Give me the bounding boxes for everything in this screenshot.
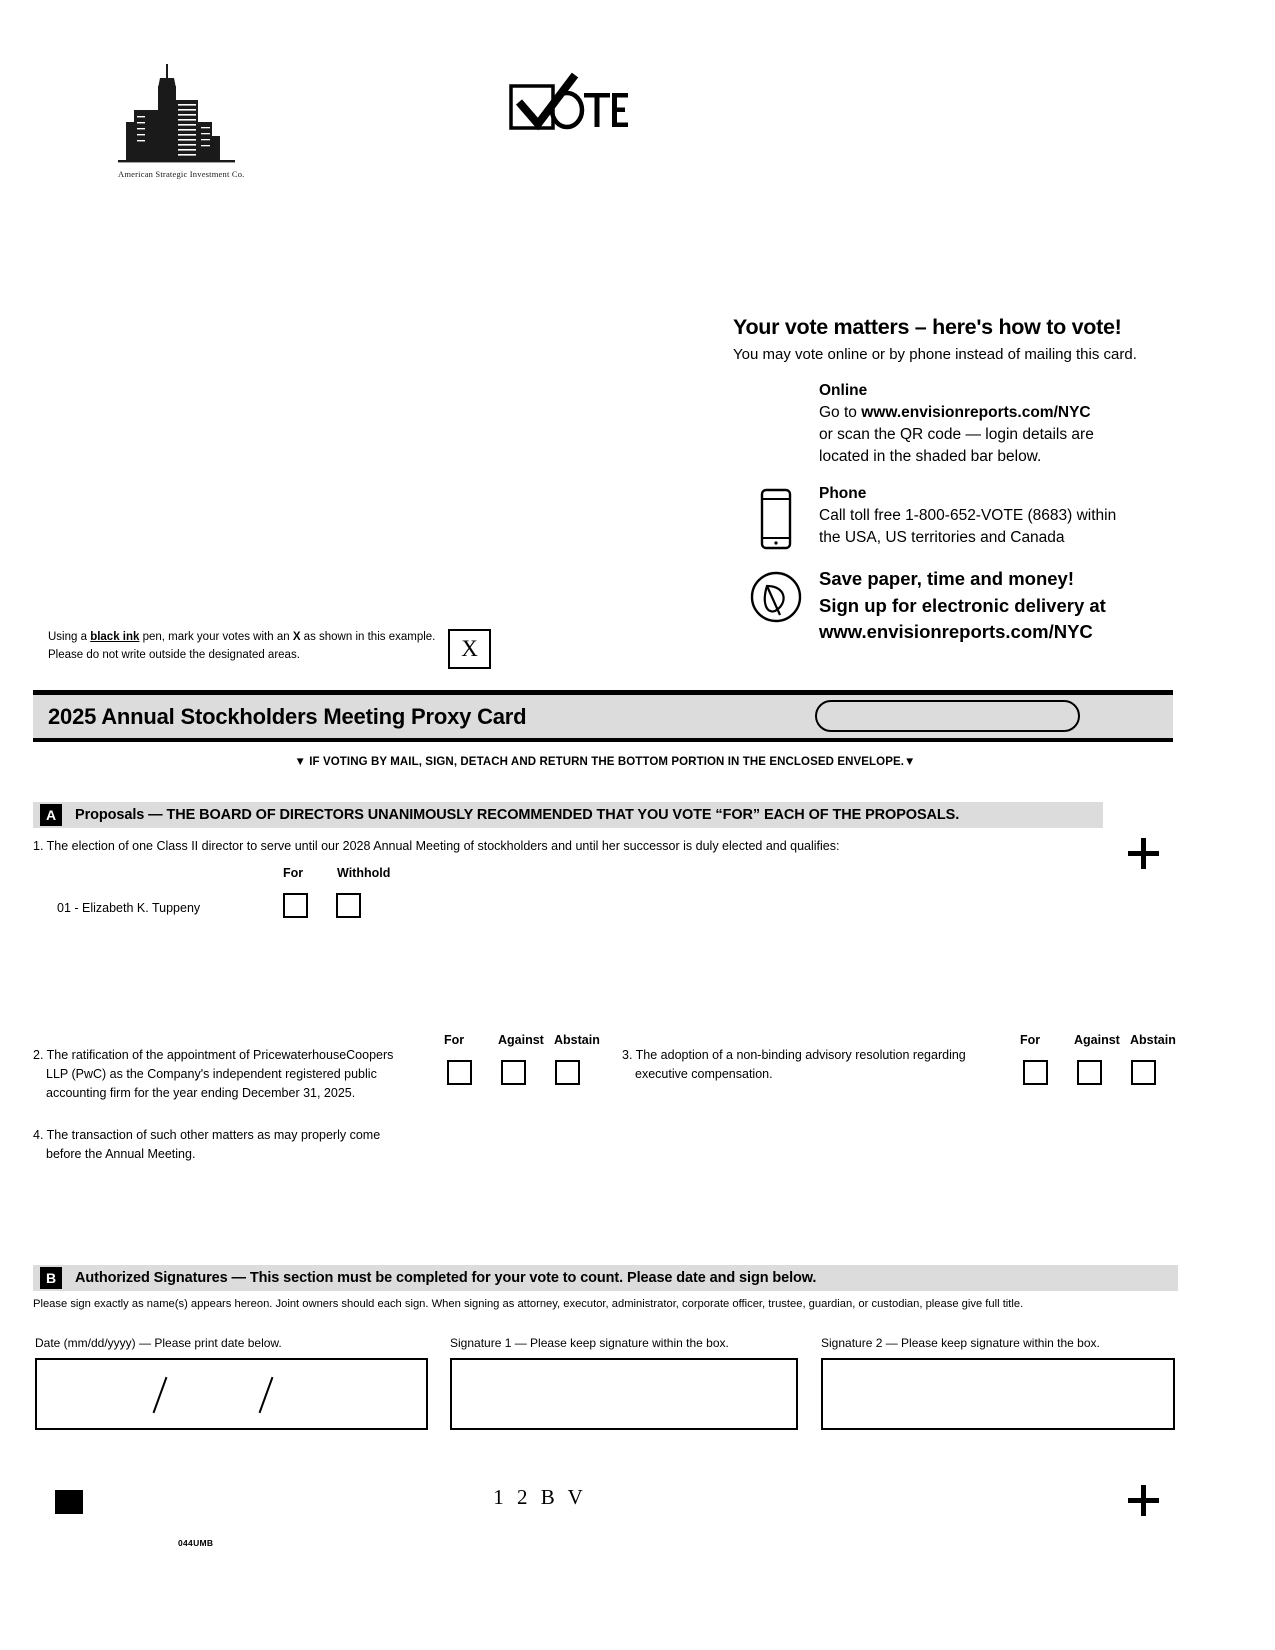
proposal-2-abstain-checkbox[interactable] xyxy=(555,1060,580,1085)
company-logo xyxy=(118,60,243,180)
vote-matters-subtitle: You may vote online or by phone instead of mailing this card. xyxy=(733,346,1137,364)
section-a-header xyxy=(33,802,1103,828)
proposal-2-against-label: Against xyxy=(498,1033,544,1047)
proposal-2-abstain-label: Abstain xyxy=(554,1033,600,1047)
proposal-3-line-2: executive compensation. xyxy=(635,1066,773,1081)
section-a-title: Proposals — THE BOARD OF DIRECTORS UNANIMOUSLY RECOMMENDED THAT YOU VOTE “FOR” EACH OF THE PROPOSALS. xyxy=(75,807,960,823)
registration-plus-mark-top xyxy=(1128,838,1159,869)
footer-barcode-text: 1 2 B V xyxy=(493,1485,587,1509)
proposal-2-against-checkbox[interactable] xyxy=(501,1060,526,1085)
vote-logo xyxy=(505,70,630,140)
date-field-label: Date (mm/dd/yyyy) — Please print date below. xyxy=(35,1336,282,1350)
online-voting-row xyxy=(733,381,1183,468)
registration-square-mark xyxy=(55,1490,83,1514)
date-slash-2 xyxy=(259,1377,274,1413)
form-number: 044UMB xyxy=(178,1538,214,1548)
page-title: 2025 Annual Stockholders Meeting Proxy Card xyxy=(48,703,527,729)
phone-number-line: Call toll free 1-800-652-VOTE (8683) within xyxy=(819,506,1117,524)
proposal-1-text: 1. The election of one Class II director to serve until our 2028 Annual Meeting of stockholders and until her successor is duly elected and qualifies: xyxy=(33,839,840,853)
phone-voting-row xyxy=(733,484,1183,550)
ink-text-a: Using a xyxy=(48,631,91,643)
date-input-box[interactable] xyxy=(35,1358,428,1430)
date-slash-1 xyxy=(153,1377,168,1413)
leaf-icon-slot xyxy=(733,566,819,624)
phone-heading: Phone xyxy=(819,484,867,502)
proposal-2-checkboxes xyxy=(447,1060,580,1085)
online-goto-label: Go to xyxy=(819,403,862,421)
control-number-field[interactable] xyxy=(815,700,1080,732)
signup-line: Sign up for electronic delivery at xyxy=(819,594,1106,616)
proposal-3-for-label: For xyxy=(1020,1033,1041,1047)
online-url-line xyxy=(819,402,1183,424)
proposal-3-line-1: 3. The adoption of a non-binding advisory resolution regarding xyxy=(622,1048,966,1062)
mobile-phone-icon xyxy=(760,488,792,550)
title-bottom-rule xyxy=(33,738,1173,742)
x-mark-emphasis: X xyxy=(292,631,301,643)
example-mark-box xyxy=(448,629,491,669)
proposal-1-checkboxes xyxy=(283,893,361,918)
online-qr-line: or scan the QR code — login details are xyxy=(819,425,1094,443)
leaf-circle-icon xyxy=(749,570,803,624)
signature-1-label: Signature 1 — Please keep signature within the box. xyxy=(450,1336,729,1350)
online-icon-slot xyxy=(733,381,819,385)
black-ink-emphasis: black ink xyxy=(90,631,140,643)
marking-instructions xyxy=(48,629,448,665)
city-skyline-icon xyxy=(118,60,243,168)
signature-instructions: Please sign exactly as name(s) appears hereon. Joint owners should each sign. When signing as attorney, executor, administrator, corporate officer, trustee, guardian, or custodian, please give full title. xyxy=(33,1298,1024,1310)
proposal-2-for-checkbox[interactable] xyxy=(447,1060,472,1085)
online-heading: Online xyxy=(819,381,868,399)
phone-region-line: the USA, US territories and Canada xyxy=(819,528,1065,546)
marking-instruction-line-2: Please do not write outside the designated areas. xyxy=(48,648,300,661)
proposal-1-column-headers xyxy=(283,866,390,880)
proposal-4-text xyxy=(33,1126,433,1164)
section-b-title: Authorized Signatures — This section must be completed for your vote to count. Please date and sign below. xyxy=(75,1270,817,1286)
online-shaded-bar-line: located in the shaded bar below. xyxy=(819,447,1042,465)
ink-text-c: as shown in this example. xyxy=(300,631,436,643)
signature-2-label: Signature 2 — Please keep signature within the box. xyxy=(821,1336,1100,1350)
section-b-badge: B xyxy=(40,1267,62,1289)
proposal-2-line-1: 2. The ratification of the appointment of PricewaterhouseCoopers xyxy=(33,1048,394,1062)
registration-plus-mark-bottom xyxy=(1128,1485,1159,1516)
proposal-3-against-label: Against xyxy=(1074,1033,1120,1047)
proposal-1-withhold-label: Withhold xyxy=(337,866,391,880)
proposal-1-for-label: For xyxy=(283,866,304,880)
proposal-2-text xyxy=(33,1046,428,1102)
example-x-mark: X xyxy=(461,636,478,661)
signature-2-input-box[interactable] xyxy=(821,1358,1175,1430)
signature-1-input-box[interactable] xyxy=(450,1358,798,1430)
save-paper-line: Save paper, time and money! xyxy=(819,567,1074,589)
proposal-2-line-2: LLP (PwC) as the Company's independent registered public xyxy=(46,1066,377,1081)
electronic-delivery-row xyxy=(733,566,1183,646)
proposal-3-abstain-label: Abstain xyxy=(1130,1033,1176,1047)
proposal-2-for-label: For xyxy=(444,1033,465,1047)
detach-instruction: ▼ IF VOTING BY MAIL, SIGN, DETACH AND RETURN THE BOTTOM PORTION IN THE ENCLOSED ENVELOPE.▼ xyxy=(294,756,916,768)
proposal-4-line-2: before the Annual Meeting. xyxy=(46,1146,196,1161)
company-name: American Strategic Investment Co. xyxy=(118,169,245,179)
proposal-3-abstain-checkbox[interactable] xyxy=(1131,1060,1156,1085)
proposal-1-withhold-checkbox[interactable] xyxy=(336,893,361,918)
proposal-1-for-checkbox[interactable] xyxy=(283,893,308,918)
proposal-1-nominee: 01 - Elizabeth K. Tuppeny xyxy=(57,901,201,915)
proposal-3-text xyxy=(622,1046,992,1084)
proposal-2-line-3: accounting firm for the year ending December 31, 2025. xyxy=(46,1085,356,1100)
proposal-2-column-headers xyxy=(444,1033,600,1047)
vote-matters-panel xyxy=(733,315,1183,646)
section-a-badge: A xyxy=(40,804,62,826)
proposal-4-line-1: 4. The transaction of such other matters as may properly come xyxy=(33,1128,381,1142)
proposal-3-checkboxes xyxy=(1023,1060,1156,1085)
online-url[interactable]: www.envisionreports.com/NYC xyxy=(861,403,1091,421)
section-b-header xyxy=(33,1265,1178,1291)
marking-instruction-line-1 xyxy=(48,629,448,647)
proposal-3-for-checkbox[interactable] xyxy=(1023,1060,1048,1085)
phone-icon-slot xyxy=(733,484,819,550)
checkmark-box-icon xyxy=(505,70,630,140)
electronic-delivery-url[interactable]: www.envisionreports.com/NYC xyxy=(819,621,1093,643)
ink-text-b: pen, mark your votes with an xyxy=(139,631,293,643)
proposal-3-column-headers xyxy=(1020,1033,1176,1047)
vote-matters-title: Your vote matters – here's how to vote! xyxy=(733,315,1122,339)
proposal-3-against-checkbox[interactable] xyxy=(1077,1060,1102,1085)
